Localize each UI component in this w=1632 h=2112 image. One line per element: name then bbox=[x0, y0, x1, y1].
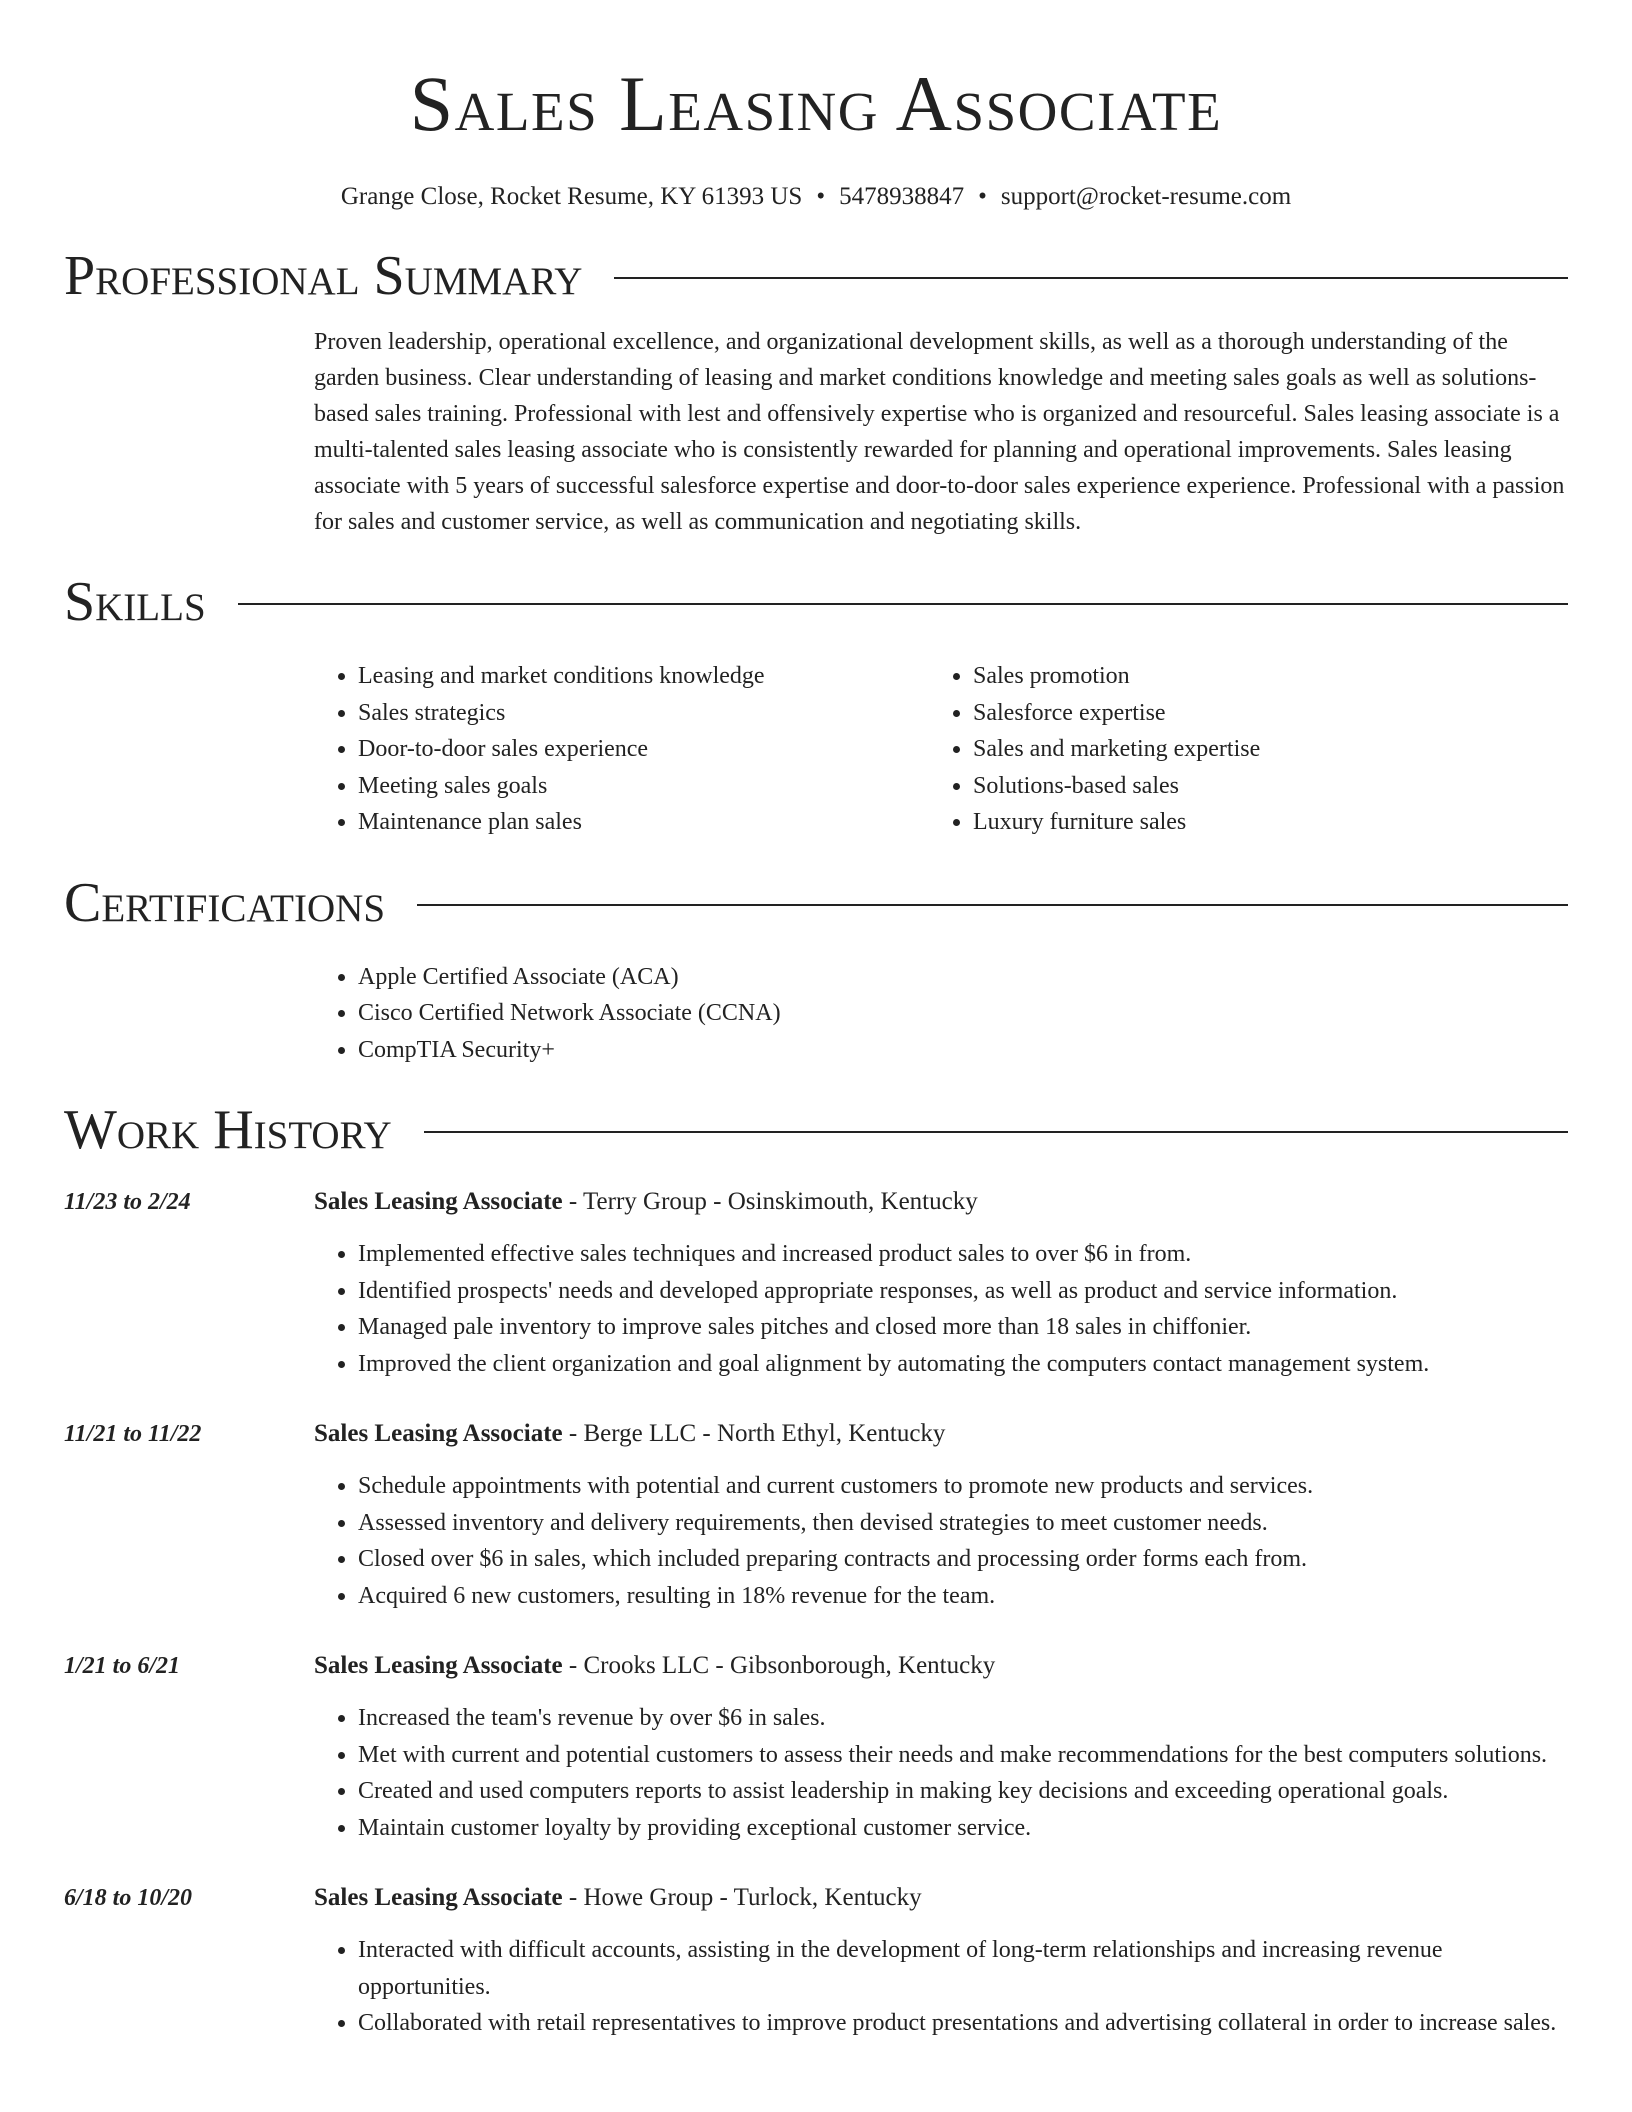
job-bullet: • Improved the client organization and goal alignment by automating the computers contact management system. bbox=[358, 1346, 1568, 1383]
job-bullet-list bbox=[314, 1468, 1568, 1614]
skill-item: • Sales promotion bbox=[973, 658, 1544, 695]
skills-heading: Skills bbox=[64, 571, 206, 633]
job-title: Sales Leasing Associate bbox=[314, 1188, 563, 1215]
job-bullets bbox=[314, 1236, 1568, 1382]
job-header bbox=[64, 1184, 1568, 1220]
certification-item: • CompTIA Security+ bbox=[358, 1032, 1568, 1069]
job-bullets bbox=[314, 1700, 1568, 1846]
skills-column-left bbox=[314, 658, 929, 841]
job-bullet: • Met with current and potential customers to assess their needs and make recommendations for the best computers solutions. bbox=[358, 1737, 1568, 1774]
section-divider bbox=[417, 904, 1568, 906]
job-employer-location: - Crooks LLC - Gibsonborough, Kentucky bbox=[562, 1652, 996, 1679]
job-title-line bbox=[314, 1416, 945, 1452]
job-dates: 1/21 to 6/21 bbox=[64, 1653, 181, 1679]
contact-email: support@rocket-resume.com bbox=[1000, 183, 1292, 210]
job-bullet: • Created and used computers reports to assist leadership in making key decisions and exceeding operational goals. bbox=[358, 1773, 1568, 1810]
certifications-list bbox=[314, 959, 1568, 1069]
job-bullet: • Increased the team's revenue by over $6 in sales. bbox=[358, 1700, 1568, 1737]
job-dates: 6/18 to 10/20 bbox=[64, 1885, 193, 1911]
skill-item: • Meeting sales goals bbox=[358, 768, 929, 805]
contact-separator: • bbox=[978, 183, 987, 210]
job-header bbox=[64, 1648, 1568, 1684]
contact-separator: • bbox=[816, 183, 826, 210]
contact-line bbox=[64, 180, 1568, 214]
job-bullet: • Managed pale inventory to improve sales pitches and closed more than 18 sales in chiffonier. bbox=[358, 1309, 1568, 1346]
skills-column-right bbox=[929, 658, 1544, 841]
job-bullet: • Maintain customer loyalty by providing exceptional customer service. bbox=[358, 1810, 1568, 1847]
skills-section-header bbox=[64, 568, 1568, 636]
job-entry bbox=[64, 1648, 1568, 1846]
contact-address: Grange Close, Rocket Resume, KY 61393 US bbox=[340, 183, 803, 210]
skills-grid bbox=[314, 658, 1568, 841]
certification-item: • Cisco Certified Network Associate (CCNA) bbox=[358, 995, 1568, 1032]
job-bullets bbox=[314, 1468, 1568, 1614]
summary-section-header bbox=[64, 242, 1568, 310]
job-title-line bbox=[314, 1880, 922, 1916]
job-title: Sales Leasing Associate bbox=[314, 1652, 563, 1679]
certifications-heading: Certifications bbox=[64, 871, 386, 934]
skills-list-right bbox=[929, 658, 1544, 841]
certification-item: • Apple Certified Associate (ACA) bbox=[358, 959, 1568, 996]
job-bullet: • Interacted with difficult accounts, assisting in the development of long-term relationships and increasing revenue opportunities. bbox=[358, 1932, 1568, 2005]
job-title: Sales Leasing Associate bbox=[314, 1420, 563, 1447]
skill-item: • Solutions-based sales bbox=[973, 768, 1544, 805]
job-bullet: • Identified prospects' needs and developed appropriate responses, as well as product and service information. bbox=[358, 1273, 1568, 1310]
work-history-heading: Work History bbox=[64, 1099, 392, 1161]
section-divider bbox=[238, 603, 1568, 605]
job-entry bbox=[64, 1416, 1568, 1614]
summary-text: Proven leadership, operational excellence, and organizational development skills, as well as a thorough understanding of the garden business. Clear understanding of leasing and market conditions knowledge and meeting sales goals as well as solutions-based sales training. Professional with lest and offensively expertise who is organized and resourceful. Sales leasing associate is a multi-talented sales leasing associate who is consistently rewarded for planning and operational improvements. Sales leasing associate with 5 years of successful salesforce expertise and door-to-door sales experience experience. Professional with a passion for sales and customer service, as well as communication and negotiating skills. bbox=[314, 329, 1565, 535]
job-bullets bbox=[314, 1932, 1568, 2042]
skill-item: • Sales and marketing expertise bbox=[973, 731, 1544, 768]
skill-item: • Maintenance plan sales bbox=[358, 804, 929, 841]
section-divider bbox=[424, 1131, 1568, 1133]
job-header bbox=[64, 1416, 1568, 1452]
certifications-section-header bbox=[64, 869, 1568, 937]
certifications-block bbox=[314, 959, 1568, 1069]
skill-item: • Luxury furniture sales bbox=[973, 804, 1544, 841]
skills-list-left bbox=[314, 658, 929, 841]
job-title-line bbox=[314, 1184, 978, 1220]
contact-phone: 5478938847 bbox=[839, 183, 965, 210]
job-bullet: • Closed over $6 in sales, which included preparing contracts and processing order forms each from. bbox=[358, 1541, 1568, 1578]
job-bullet: • Implemented effective sales techniques and increased product sales to over $6 in from. bbox=[358, 1236, 1568, 1273]
job-dates: 11/21 to 11/22 bbox=[64, 1421, 202, 1447]
work-history-section-header bbox=[64, 1096, 1568, 1164]
job-bullet-list bbox=[314, 1700, 1568, 1846]
skill-item: • Salesforce expertise bbox=[973, 695, 1544, 732]
job-title: Sales Leasing Associate bbox=[314, 1884, 563, 1911]
resume-name: Sales Leasing Associate bbox=[409, 60, 1223, 147]
section-divider bbox=[614, 277, 1568, 279]
skill-item: • Leasing and market conditions knowledge bbox=[358, 658, 929, 695]
skill-item: • Sales strategics bbox=[358, 695, 929, 732]
job-employer-location: - Berge LLC - North Ethyl, Kentucky bbox=[562, 1420, 946, 1447]
job-bullet-list bbox=[314, 1932, 1568, 2042]
job-bullet: • Acquired 6 new customers, resulting in 18% revenue for the team. bbox=[358, 1578, 1568, 1615]
job-bullet: • Assessed inventory and delivery requirements, then devised strategies to meet customer needs. bbox=[358, 1505, 1568, 1542]
job-entry bbox=[64, 1880, 1568, 2042]
job-header bbox=[64, 1880, 1568, 1916]
summary-heading: Professional Summary bbox=[64, 245, 583, 307]
job-dates: 11/23 to 2/24 bbox=[64, 1189, 191, 1215]
job-bullet: • Collaborated with retail representatives to improve product presentations and advertising collateral in order to increase sales. bbox=[358, 2005, 1568, 2042]
job-bullet: • Schedule appointments with potential and current customers to promote new products and services. bbox=[358, 1468, 1568, 1505]
job-employer-location: - Terry Group - Osinskimouth, Kentucky bbox=[562, 1188, 978, 1215]
job-entry bbox=[64, 1184, 1568, 1382]
job-bullet-list bbox=[314, 1236, 1568, 1382]
job-title-line bbox=[314, 1648, 995, 1684]
skill-item: • Door-to-door sales experience bbox=[358, 731, 929, 768]
job-employer-location: - Howe Group - Turlock, Kentucky bbox=[562, 1884, 922, 1911]
